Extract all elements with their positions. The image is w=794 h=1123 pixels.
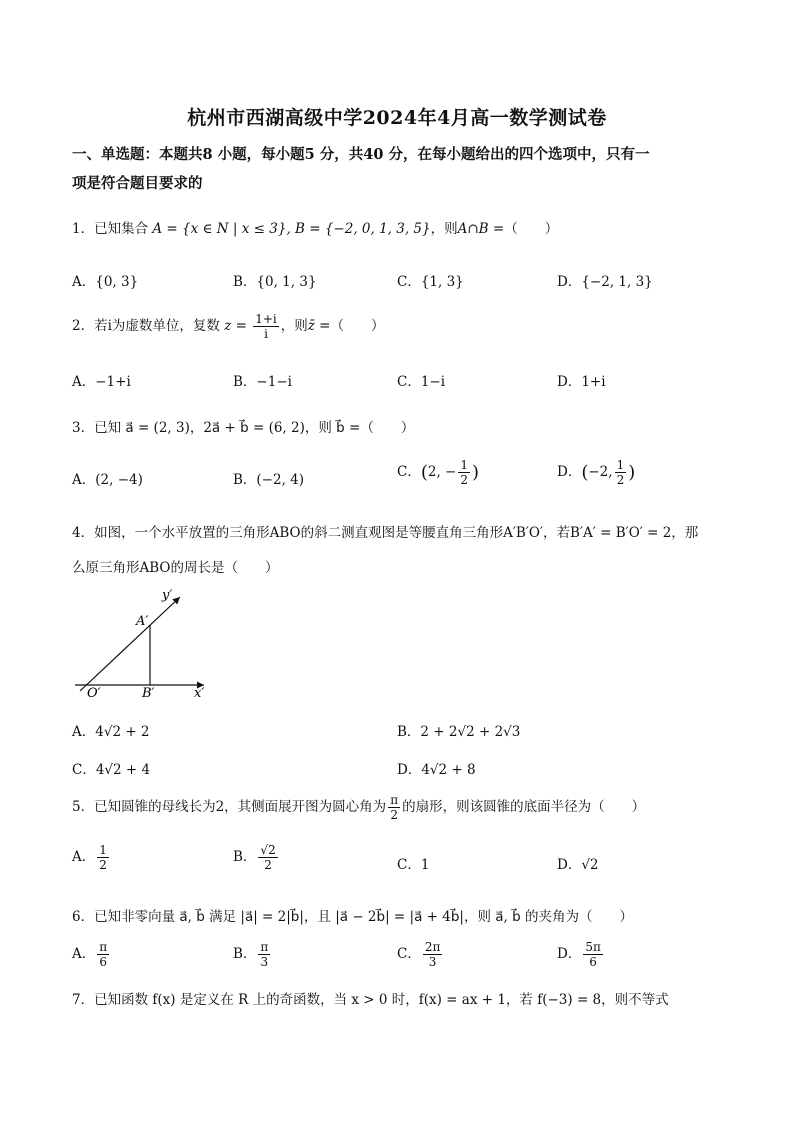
option-label: C．: [397, 946, 421, 962]
option-d: [557, 940, 605, 969]
option-c: [397, 458, 479, 487]
question-text: ，则: [430, 221, 458, 237]
fraction: [97, 940, 109, 969]
paren-close: ): [472, 462, 480, 483]
fraction-denominator: 6: [99, 955, 108, 969]
fraction: [258, 843, 277, 872]
option-a: A．(2, −4): [72, 472, 143, 488]
question-1: [72, 217, 558, 237]
option-label: A．: [72, 849, 96, 865]
question-text: 已知集合: [94, 221, 149, 237]
option-c: C．{1, 3}: [397, 274, 464, 290]
math-expression: z̄ =: [307, 318, 331, 334]
fraction-denominator: i: [264, 327, 268, 341]
label-o: O′: [87, 686, 101, 700]
option-text: 2, −: [427, 464, 457, 480]
fraction-denominator: 2: [390, 808, 398, 822]
option-d: [557, 458, 635, 487]
option-b: B．−1−i: [233, 374, 292, 390]
option-d: D．{−2, 1, 3}: [557, 274, 653, 290]
label-b: B′: [142, 686, 155, 700]
fraction-denominator: 2: [616, 473, 625, 487]
question-number: 7．: [72, 992, 95, 1008]
option-d: D．4√2 + 8: [397, 762, 476, 778]
question-number: 2．: [72, 318, 95, 334]
option-b: [233, 843, 280, 872]
fraction-numerator: 1+i: [255, 312, 277, 326]
section-heading-line1: 一、单选题：本题共8 小题，每小题5 分，共40 分，在每小题给出的四个选项中，只有一: [72, 146, 650, 163]
option-label: A．: [72, 946, 96, 962]
option-label: B．: [233, 946, 257, 962]
question-text: 的扇形，则该圆锥的底面半径为（ ）: [402, 799, 646, 815]
option-c: C．4√2 + 4: [72, 762, 151, 778]
y-axis: [80, 597, 180, 691]
option-c: [397, 940, 444, 969]
paren-open: (: [581, 462, 589, 483]
option-c: C．1−i: [397, 374, 446, 390]
label-y: y′: [162, 588, 173, 603]
option-a: A．4√2 + 2: [72, 724, 150, 740]
fraction-numerator: π: [390, 793, 399, 807]
fraction: [97, 843, 109, 872]
answer-paren: （ ）: [360, 420, 415, 436]
question-text: 已知非零向量 a⃗, b⃗ 满足 |a⃗| = 2|b⃗|，且 |a⃗ − 2b⃗| = |a⃗ + 4b⃗|，则 a⃗, b⃗ 的夹角为（ ）: [94, 909, 633, 925]
math-expression: A∩B =: [457, 221, 505, 237]
option-a: [72, 843, 111, 872]
option-b: [233, 940, 272, 969]
fraction-denominator: 3: [428, 955, 437, 969]
option-c: C．1: [397, 857, 430, 873]
option-a: A．−1+i: [72, 374, 131, 390]
fraction: [458, 458, 470, 487]
option-a: A．{0, 3}: [72, 274, 139, 290]
option-d: D．√2: [557, 857, 599, 873]
fraction: [258, 940, 270, 969]
question-number: 3．: [72, 420, 95, 436]
question-6: [72, 905, 633, 925]
fraction-denominator: 2: [99, 858, 107, 872]
question-3: [72, 416, 414, 436]
fraction-numerator: 2π: [424, 940, 441, 954]
option-b: B．{0, 1, 3}: [233, 274, 317, 290]
answer-paren: （ ）: [504, 221, 559, 237]
option-b: B．(−2, 4): [233, 472, 305, 488]
question-number: 1．: [72, 221, 95, 237]
option-a: [72, 940, 111, 969]
math-expression: A = {x ∈ N | x ≤ 3}, B = {−2, 0, 1, 3, 5}: [152, 221, 431, 237]
question-number: 6．: [72, 909, 95, 925]
label-x: x′: [194, 686, 205, 700]
option-label: C．: [397, 464, 421, 480]
fraction-numerator: 1: [99, 843, 107, 857]
option-label: D．: [557, 464, 582, 480]
question-5: [72, 793, 645, 822]
question-text: 如图，一个水平放置的三角形ABO的斜二测直观图是等腰直角三角形A′B′O′，若B′A′ = B′O′ = 2，那: [94, 525, 699, 541]
oblique-projection-figure: [70, 585, 220, 700]
paren-close: ): [628, 462, 636, 483]
label-a: A′: [136, 614, 149, 629]
fraction: [583, 940, 603, 969]
question-text: 已知函数 f(x) 是定义在 R 上的奇函数，当 x > 0 时，f(x) = ax + 1，若 f(−3) = 8，则不等式: [94, 992, 669, 1008]
math-expression: z =: [224, 318, 247, 334]
fraction-numerator: π: [260, 940, 269, 954]
page-title: 杭州市西湖高级中学2024年4月高一数学测试卷: [187, 107, 607, 129]
option-label: D．: [557, 946, 582, 962]
question-number: 4．: [72, 525, 95, 541]
option-label: B．: [233, 849, 257, 865]
fraction: [615, 458, 627, 487]
question-text: 已知圆锥的母线长为2，其侧面展开图为圆心角为: [94, 799, 387, 815]
paren-open: (: [420, 462, 428, 483]
fraction-denominator: 6: [589, 955, 597, 969]
fraction: [388, 793, 400, 822]
fraction: [253, 312, 279, 341]
fraction-denominator: 2: [460, 473, 468, 487]
fraction-denominator: 2: [264, 858, 272, 872]
fraction-numerator: 1: [460, 458, 468, 472]
fraction-numerator: 5π: [585, 940, 601, 954]
fraction-numerator: π: [99, 940, 108, 954]
question-number: 5．: [72, 799, 95, 815]
question-4-line1: [72, 521, 698, 541]
fraction-numerator: √2: [260, 843, 276, 857]
section-heading-line2: 项是符合题目要求的: [72, 175, 203, 192]
question-4-line2: 么原三角形ABO的周长是（ ）: [72, 560, 279, 576]
question-text: 若i为虚数单位，复数: [94, 318, 220, 334]
question-text: ，则: [280, 318, 308, 334]
answer-paren: （ ）: [330, 318, 385, 334]
option-d: D．1+i: [557, 374, 606, 390]
option-b: B．2 + 2√2 + 2√3: [397, 724, 521, 740]
fraction-denominator: 3: [260, 955, 269, 969]
option-text: −2,: [588, 464, 613, 480]
fraction: [423, 940, 443, 969]
question-7: [72, 988, 669, 1008]
fraction-numerator: 1: [616, 458, 625, 472]
question-2: [72, 312, 384, 341]
question-text: 已知 a⃗ = (2, 3)，2a⃗ + b⃗ = (6, 2)，则 b⃗ =: [94, 420, 361, 436]
